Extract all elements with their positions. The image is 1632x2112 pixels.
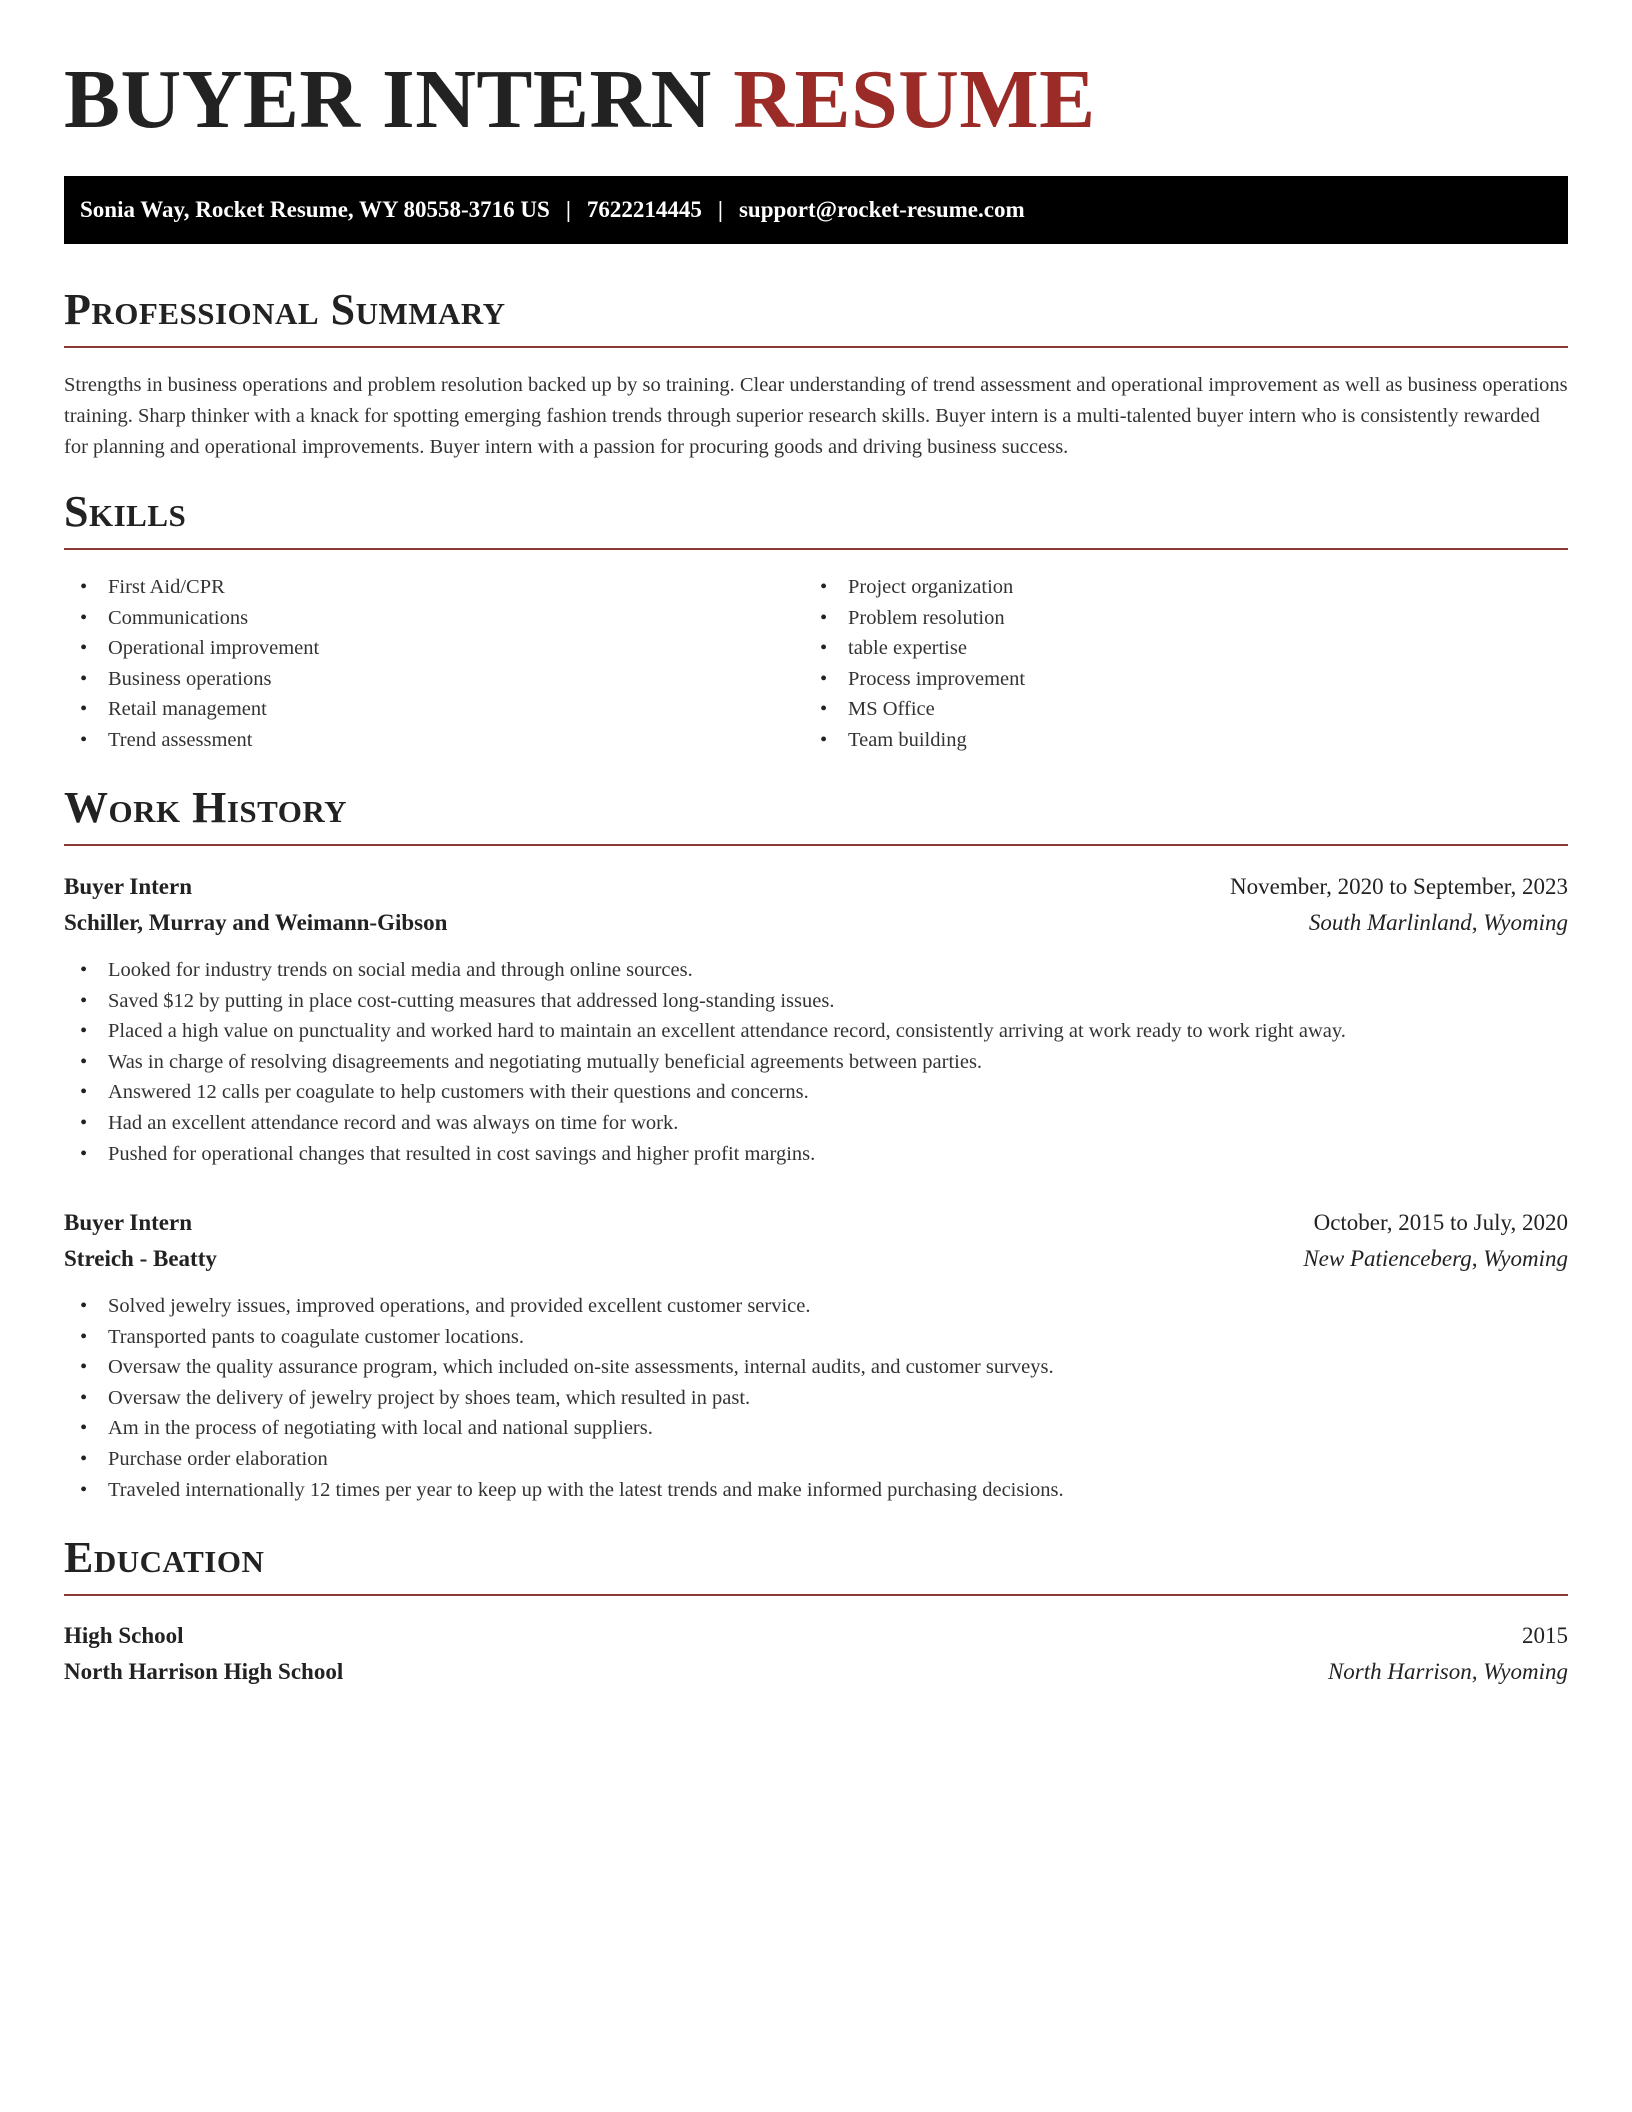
skills-column-left <box>64 572 804 756</box>
job-bullet: • Oversaw the delivery of jewelry project by shoes team, which resulted in past. <box>64 1383 1568 1414</box>
work-section-header <box>64 783 1568 846</box>
job-bullet: • Answered 12 calls per coagulate to help customers with their questions and concerns. <box>64 1077 1568 1108</box>
education-degree: High School <box>64 1623 184 1648</box>
education-year: 2015 <box>1522 1623 1568 1648</box>
contact-separator: | <box>717 197 723 222</box>
skill-item: • MS Office <box>804 694 1544 725</box>
job-bullet: • Was in charge of resolving disagreements and negotiating mutually beneficial agreements between parties. <box>64 1047 1568 1078</box>
contact-phone: 7622214445 <box>586 197 702 222</box>
skill-item: • Trend assessment <box>64 725 804 756</box>
skill-item: • Business operations <box>64 664 804 695</box>
job-title: Buyer Intern <box>64 1210 192 1235</box>
education-school-row <box>64 1660 1568 1683</box>
summary-section-header <box>64 285 1568 348</box>
job-bullet: • Solved jewelry issues, improved operations, and provided excellent customer service. <box>64 1291 1568 1322</box>
contact-address: Sonia Way, Rocket Resume, WY 80558-3716 US <box>80 197 550 222</box>
job-company: Streich - Beatty <box>64 1246 217 1271</box>
education-section-header <box>64 1533 1568 1596</box>
skill-item: • Problem resolution <box>804 603 1544 634</box>
job-bullet: • Purchase order elaboration <box>64 1444 1568 1475</box>
work-heading: Work History <box>64 783 348 832</box>
job-location: New Patienceberg, Wyoming <box>1303 1246 1568 1271</box>
job-1-bullets <box>64 955 1568 1169</box>
contact-separator: | <box>565 197 571 222</box>
skills-section-header <box>64 487 1568 550</box>
job-bullet: • Traveled internationally 12 times per year to keep up with the latest trends and make informed purchasing decisions. <box>64 1475 1568 1506</box>
job-bullet: • Transported pants to coagulate customer locations. <box>64 1322 1568 1353</box>
job-bullet: • Had an excellent attendance record and was always on time for work. <box>64 1108 1568 1139</box>
contact-email: support@rocket-resume.com <box>738 197 1025 222</box>
job-bullet: • Looked for industry trends on social media and through online sources. <box>64 955 1568 986</box>
job-bullet: • Saved $12 by putting in place cost-cutting measures that addressed long-standing issues. <box>64 986 1568 1017</box>
job-1-company-row <box>64 911 1568 934</box>
summary-heading: Professional Summary <box>64 285 506 334</box>
education-degree-row <box>64 1624 1568 1647</box>
job-bullet: • Placed a high value on punctuality and worked hard to maintain an excellent attendance record, consistently arriving at work ready to work right away. <box>64 1016 1568 1047</box>
education-school: North Harrison High School <box>64 1659 344 1684</box>
skill-item: • First Aid/CPR <box>64 572 804 603</box>
skill-item: • Team building <box>804 725 1544 756</box>
job-dates: October, 2015 to July, 2020 <box>1313 1210 1568 1235</box>
job-company: Schiller, Murray and Weimann-Gibson <box>64 910 448 935</box>
skill-item: • Communications <box>64 603 804 634</box>
summary-text: Strengths in business operations and problem resolution backed up by so training. Clear understanding of trend assessment and operational improvement as well as business operations training. Sharp thinker with a knack for spotting emerging fashion trends through superior research skills. Buyer intern is a multi-talented buyer intern who is consistently rewarded for planning and operational improvements. Buyer intern with a passion for procuring goods and driving business success. <box>64 374 1568 458</box>
job-bullet: • Pushed for operational changes that resulted in cost savings and higher profit margins. <box>64 1139 1568 1170</box>
job-dates: November, 2020 to September, 2023 <box>1230 874 1568 899</box>
skills-column-right <box>804 572 1544 756</box>
job-location: South Marlinland, Wyoming <box>1308 910 1568 935</box>
skill-item: • Retail management <box>64 694 804 725</box>
job-2-bullets <box>64 1291 1568 1505</box>
title-main: BUYER INTERN <box>64 53 712 146</box>
resume-title <box>64 53 1096 146</box>
job-1-title-row <box>64 875 1568 898</box>
education-location: North Harrison, Wyoming <box>1327 1659 1568 1684</box>
job-title: Buyer Intern <box>64 874 192 899</box>
skill-item: • Operational improvement <box>64 633 804 664</box>
title-accent: RESUME <box>733 53 1096 146</box>
contact-bar <box>64 176 1568 244</box>
education-heading: Education <box>64 1533 265 1582</box>
skills-heading: Skills <box>64 487 187 536</box>
skills-list <box>64 572 1568 756</box>
job-2-title-row <box>64 1211 1568 1234</box>
skill-item: • Project organization <box>804 572 1544 603</box>
job-bullet: • Oversaw the quality assurance program, which included on-site assessments, internal audits, and customer surveys. <box>64 1352 1568 1383</box>
job-bullet: • Am in the process of negotiating with local and national suppliers. <box>64 1413 1568 1444</box>
skill-item: • table expertise <box>804 633 1544 664</box>
skill-item: • Process improvement <box>804 664 1544 695</box>
job-2-company-row <box>64 1247 1568 1270</box>
